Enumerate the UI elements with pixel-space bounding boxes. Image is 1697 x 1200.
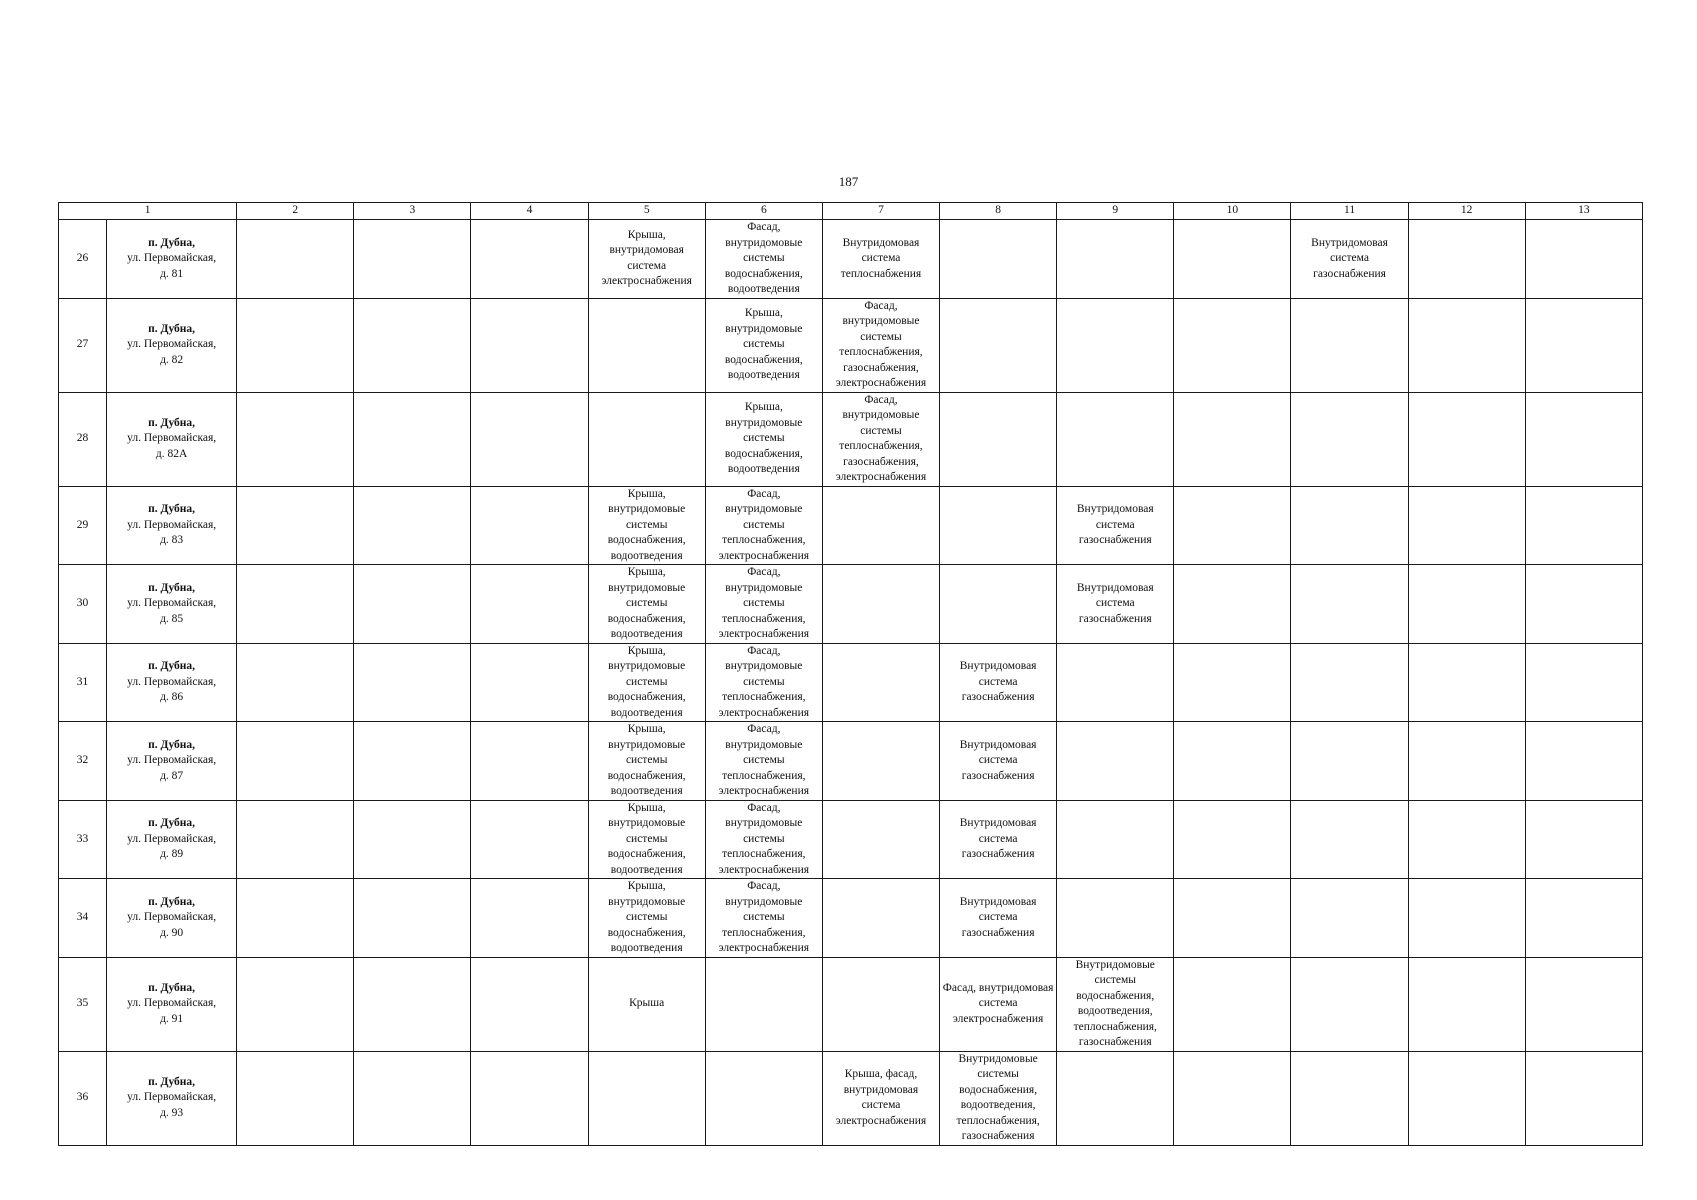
work-cell-col13 (1525, 800, 1642, 879)
work-cell-col13 (1525, 392, 1642, 486)
work-cell-col9 (1057, 800, 1174, 879)
address-cell (107, 957, 237, 1051)
work-cell-col4 (471, 486, 588, 565)
work-cell-col6: Фасад, внутридомовые системы водоснабжения, водоотведения (705, 220, 822, 299)
address-line: д. 83 (160, 534, 184, 546)
address-line: п. Дубна, (148, 322, 196, 335)
address-line: д. 82 (160, 353, 184, 366)
work-cell-col9 (1057, 1051, 1174, 1145)
work-cell-col4 (471, 643, 588, 722)
work-cell-col11 (1291, 800, 1408, 879)
work-cell-col11 (1291, 565, 1408, 644)
work-cell-col12 (1408, 298, 1525, 392)
work-cell-col10 (1174, 298, 1291, 392)
work-cell-col6: Фасад, внутридомовые системы теплоснабжения, электроснабжения (705, 800, 822, 879)
work-cell-col11 (1291, 486, 1408, 565)
work-cell-col4 (471, 392, 588, 486)
address-line: ул. Первомайская, (127, 518, 217, 531)
work-cell-col3 (354, 800, 471, 879)
address-line: д. 81 (160, 267, 184, 280)
address-line: п. Дубна, (148, 416, 196, 429)
work-cell-col2 (237, 392, 354, 486)
work-cell-col12 (1408, 800, 1525, 879)
address-line: д. 90 (160, 926, 184, 939)
table-row (59, 1051, 1643, 1145)
work-cell-col8: Внутридомовая система газоснабжения (940, 722, 1057, 801)
work-cell-col4 (471, 879, 588, 958)
work-cell-col2 (237, 298, 354, 392)
row-number-cell: 31 (59, 643, 107, 722)
address-line: ул. Первомайская, (127, 338, 217, 351)
column-header: 8 (940, 203, 1057, 220)
work-cell-col3 (354, 879, 471, 958)
work-cell-col7: Фасад, внутридомовые системы теплоснабжения, газоснабжения, электроснабжения (822, 298, 939, 392)
work-cell-col8 (940, 392, 1057, 486)
work-cell-col8 (940, 220, 1057, 299)
column-header: 5 (588, 203, 705, 220)
row-number-cell: 36 (59, 1051, 107, 1145)
work-cell-col5: Крыша, внутридомовая система электроснабжения (588, 220, 705, 299)
column-header: 3 (354, 203, 471, 220)
address-cell (107, 486, 237, 565)
work-cell-col5: Крыша (588, 957, 705, 1051)
work-cell-col13 (1525, 1051, 1642, 1145)
address-cell (107, 220, 237, 299)
address-line: д. 91 (160, 1012, 184, 1025)
work-cell-col10 (1174, 392, 1291, 486)
work-cell-col8: Внутридомовая система газоснабжения (940, 800, 1057, 879)
work-cell-col3 (354, 220, 471, 299)
table-row (59, 486, 1643, 565)
address-line: п. Дубна, (148, 660, 196, 672)
work-cell-col4 (471, 1051, 588, 1145)
work-cell-col5: Крыша, внутридомовые системы водоснабжения, водоотведения (588, 879, 705, 958)
work-cell-col10 (1174, 1051, 1291, 1145)
row-number-cell: 33 (59, 800, 107, 879)
work-cell-col13 (1525, 879, 1642, 958)
work-cell-col9 (1057, 298, 1174, 392)
work-cell-col12 (1408, 957, 1525, 1051)
work-cell-col10 (1174, 220, 1291, 299)
work-cell-col5 (588, 1051, 705, 1145)
work-cell-col6: Крыша, внутридомовые системы водоснабжения, водоотведения (705, 392, 822, 486)
address-line: ул. Первомайская, (127, 754, 217, 766)
work-cell-col9: Внутридомовые системы водоснабжения, водоотведения, теплоснабжения, газоснабжения (1057, 957, 1174, 1051)
row-number-cell: 26 (59, 220, 107, 299)
table-row (59, 957, 1643, 1051)
address-cell (107, 392, 237, 486)
work-cell-col8 (940, 486, 1057, 565)
work-cell-col10 (1174, 800, 1291, 879)
work-cell-col5: Крыша, внутридомовые системы водоснабжения, водоотведения (588, 722, 705, 801)
work-cell-col4 (471, 220, 588, 299)
address-line: д. 82А (155, 447, 188, 460)
work-cell-col2 (237, 1051, 354, 1145)
work-cell-col11 (1291, 1051, 1408, 1145)
work-cell-col11 (1291, 722, 1408, 801)
work-cell-col5: Крыша, внутридомовые системы водоснабжения, водоотведения (588, 643, 705, 722)
column-header: 7 (822, 203, 939, 220)
page-number: 187 (838, 174, 859, 189)
address-line: д. 85 (160, 612, 184, 625)
address-line: ул. Первомайская, (127, 432, 217, 445)
work-cell-col7 (822, 957, 939, 1051)
work-cell-col10 (1174, 565, 1291, 644)
work-cell-col7 (822, 565, 939, 644)
address-line: д. 89 (160, 848, 184, 860)
work-cell-col12 (1408, 643, 1525, 722)
work-cell-col7 (822, 722, 939, 801)
work-cell-col6 (705, 957, 822, 1051)
table-body (59, 220, 1643, 1146)
address-line: ул. Первомайская, (127, 675, 217, 688)
work-cell-col13 (1525, 643, 1642, 722)
work-cell-col12 (1408, 220, 1525, 299)
work-cell-col4 (471, 800, 588, 879)
work-cell-col13 (1525, 957, 1642, 1051)
work-cell-col5: Крыша, внутридомовые системы водоснабжения, водоотведения (588, 486, 705, 565)
column-header: 4 (471, 203, 588, 220)
address-line: ул. Первомайская, (127, 252, 217, 264)
work-cell-col9 (1057, 392, 1174, 486)
work-cell-col2 (237, 220, 354, 299)
work-cell-col11 (1291, 298, 1408, 392)
work-cell-col6: Фасад, внутридомовые системы теплоснабжения, электроснабжения (705, 643, 822, 722)
work-cell-col3 (354, 722, 471, 801)
work-cell-col11 (1291, 643, 1408, 722)
work-cell-col6: Фасад, внутридомовые системы теплоснабжения, электроснабжения (705, 879, 822, 958)
address-line: п. Дубна, (148, 895, 196, 908)
column-header: 6 (705, 203, 822, 220)
work-cell-col13 (1525, 298, 1642, 392)
work-cell-col6: Крыша, внутридомовые системы водоснабжения, водоотведения (705, 298, 822, 392)
work-cell-col12 (1408, 565, 1525, 644)
work-cell-col12 (1408, 486, 1525, 565)
work-cell-col7: Крыша, фасад, внутридомовая система электроснабжения (822, 1051, 939, 1145)
work-cell-col3 (354, 392, 471, 486)
work-cell-col2 (237, 643, 354, 722)
work-cell-col9 (1057, 722, 1174, 801)
work-cell-col6 (705, 1051, 822, 1145)
work-cell-col2 (237, 722, 354, 801)
work-cell-col8: Внутридомовые системы водоснабжения, водоотведения, теплоснабжения, газоснабжения (940, 1051, 1057, 1145)
table-row (59, 298, 1643, 392)
work-cell-col4 (471, 957, 588, 1051)
work-cell-col3 (354, 298, 471, 392)
work-cell-col13 (1525, 220, 1642, 299)
work-cell-col7 (822, 643, 939, 722)
work-cell-col3 (354, 1051, 471, 1145)
work-cell-col8 (940, 298, 1057, 392)
work-cell-col10 (1174, 486, 1291, 565)
work-cell-col5: Крыша, внутридомовые системы водоснабжения, водоотведения (588, 565, 705, 644)
work-cell-col2 (237, 800, 354, 879)
work-cell-col4 (471, 565, 588, 644)
address-line: п. Дубна, (148, 236, 196, 249)
work-cell-col2 (237, 879, 354, 958)
address-line: ул. Первомайская, (127, 911, 217, 923)
work-cell-col13 (1525, 565, 1642, 644)
address-line: ул. Первомайская, (127, 832, 217, 845)
work-cell-col4 (471, 722, 588, 801)
address-line: ул. Первомайская, (127, 597, 217, 609)
work-cell-col6: Фасад, внутридомовые системы теплоснабжения, электроснабжения (705, 722, 822, 801)
table-row (59, 879, 1643, 958)
work-cell-col2 (237, 957, 354, 1051)
work-cell-col6: Фасад, внутридомовые системы теплоснабжения, электроснабжения (705, 565, 822, 644)
address-cell (107, 879, 237, 958)
work-cell-col3 (354, 486, 471, 565)
work-cell-col9: Внутридомовая система газоснабжения (1057, 565, 1174, 644)
work-cell-col7 (822, 486, 939, 565)
work-cell-col3 (354, 565, 471, 644)
address-line: п. Дубна, (148, 1075, 196, 1088)
table-row (59, 722, 1643, 801)
work-cell-col6: Фасад, внутридомовые системы теплоснабжения, электроснабжения (705, 486, 822, 565)
row-number-cell: 35 (59, 957, 107, 1051)
address-cell (107, 643, 237, 722)
column-header: 12 (1408, 203, 1525, 220)
work-cell-col5 (588, 392, 705, 486)
address-cell (107, 1051, 237, 1145)
column-number-header-row (59, 203, 1643, 220)
work-cell-col13 (1525, 486, 1642, 565)
address-line: п. Дубна, (148, 817, 196, 829)
work-cell-col11: Внутридомовая система газоснабжения (1291, 220, 1408, 299)
work-cell-col12 (1408, 1051, 1525, 1145)
work-cell-col8: Фасад, внутридомовая система электроснабжения (940, 957, 1057, 1051)
column-header: 13 (1525, 203, 1642, 220)
table-row (59, 220, 1643, 299)
work-cell-col8: Внутридомовая система газоснабжения (940, 879, 1057, 958)
row-number-cell: 34 (59, 879, 107, 958)
work-cell-col13 (1525, 722, 1642, 801)
work-cell-col5: Крыша, внутридомовые системы водоснабжения, водоотведения (588, 800, 705, 879)
column-header: 11 (1291, 203, 1408, 220)
work-cell-col11 (1291, 957, 1408, 1051)
table-row (59, 565, 1643, 644)
column-header: 1 (59, 203, 237, 220)
work-cell-col7 (822, 800, 939, 879)
address-cell (107, 800, 237, 879)
work-cell-col3 (354, 957, 471, 1051)
work-cell-col11 (1291, 392, 1408, 486)
address-line: п. Дубна, (148, 581, 196, 594)
works-table (58, 202, 1643, 1146)
work-cell-col7 (822, 879, 939, 958)
work-cell-col12 (1408, 879, 1525, 958)
work-cell-col5 (588, 298, 705, 392)
address-cell (107, 722, 237, 801)
work-cell-col12 (1408, 392, 1525, 486)
work-cell-col2 (237, 486, 354, 565)
work-cell-col10 (1174, 879, 1291, 958)
column-header: 2 (237, 203, 354, 220)
address-line: п. Дубна, (148, 503, 196, 515)
work-cell-col12 (1408, 722, 1525, 801)
address-line: п. Дубна, (148, 981, 196, 994)
row-number-cell: 29 (59, 486, 107, 565)
work-cell-col10 (1174, 643, 1291, 722)
address-line: ул. Первомайская, (127, 1091, 217, 1104)
work-cell-col9: Внутридомовая система газоснабжения (1057, 486, 1174, 565)
work-cell-col11 (1291, 879, 1408, 958)
column-header: 9 (1057, 203, 1174, 220)
address-cell (107, 298, 237, 392)
work-cell-col10 (1174, 722, 1291, 801)
address-line: ул. Первомайская, (127, 997, 217, 1010)
row-number-cell: 32 (59, 722, 107, 801)
row-number-cell: 30 (59, 565, 107, 644)
table-row (59, 800, 1643, 879)
address-line: д. 87 (160, 769, 184, 782)
work-cell-col3 (354, 643, 471, 722)
work-cell-col7: Фасад, внутридомовые системы теплоснабжения, газоснабжения, электроснабжения (822, 392, 939, 486)
table-row (59, 643, 1643, 722)
work-cell-col8: Внутридомовая система газоснабжения (940, 643, 1057, 722)
work-cell-col7: Внутридомовая система теплоснабжения (822, 220, 939, 299)
address-cell (107, 565, 237, 644)
address-line: п. Дубна, (148, 738, 196, 751)
row-number-cell: 28 (59, 392, 107, 486)
work-cell-col2 (237, 565, 354, 644)
work-cell-col9 (1057, 643, 1174, 722)
work-cell-col9 (1057, 220, 1174, 299)
work-cell-col4 (471, 298, 588, 392)
row-number-cell: 27 (59, 298, 107, 392)
address-line: д. 86 (160, 691, 184, 703)
address-line: д. 93 (160, 1106, 184, 1119)
work-cell-col10 (1174, 957, 1291, 1051)
column-header: 10 (1174, 203, 1291, 220)
table-row (59, 392, 1643, 486)
work-cell-col9 (1057, 879, 1174, 958)
work-cell-col8 (940, 565, 1057, 644)
